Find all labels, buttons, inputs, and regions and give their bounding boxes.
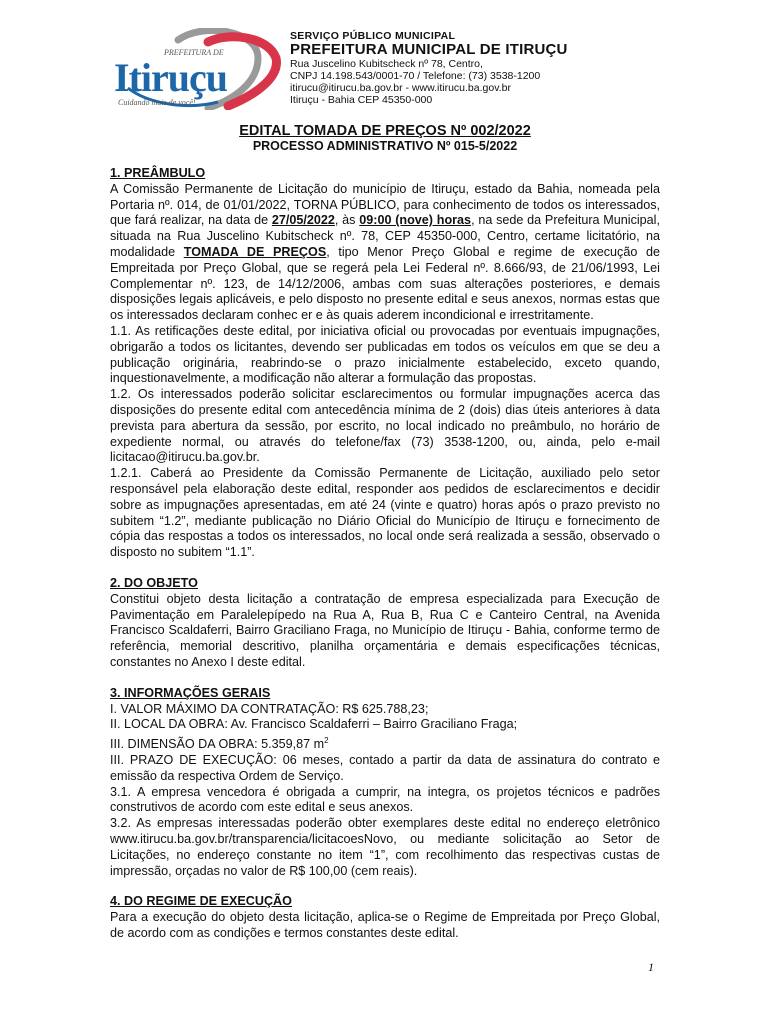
session-time: 09:00 (nove) horas — [359, 213, 472, 228]
email-site-line: itirucu@itirucu.ba.gov.br - www.itirucu.ba.gov.br — [290, 82, 511, 94]
section-heading: 3. INFORMAÇÕES GERAIS — [110, 685, 271, 700]
service-line: SERVIÇO PÚBLICO MUNICIPAL — [290, 30, 456, 42]
logo-prefix: PREFEITURA DE — [164, 48, 224, 57]
process-number: PROCESSO ADMINISTRATIVO Nº 015-5/2022 — [252, 139, 518, 153]
bid-modality: TOMADA DE PREÇOS — [183, 244, 327, 259]
info-deadline: III. PRAZO DE EXECUÇÃO: 06 meses, contado a partir da data de assinatura do contrato e emissão da respectiva Ordem de Serviço. — [110, 753, 660, 783]
document-title: EDITAL TOMADA DE PREÇOS Nº 002/2022 — [239, 123, 531, 139]
regime-paragraph: Para a execução do objeto desta licitação, aplica-se o Regime de Empreitada por Preço Global, de acordo com as condições e termos constantes deste edital. — [110, 910, 660, 941]
page-number: 1 — [648, 960, 654, 974]
section-heading: 4. DO REGIME DE EXECUÇÃO — [110, 894, 292, 909]
letterhead-text — [290, 30, 670, 106]
paragraph-3-2: 3.2. As empresas interessadas poderão obter exemplares deste edital no endereço eletrônico www.itirucu.ba.gov.br/transparencia/licitacoesNovo, ou mediante solicitação ao Setor de Licitações, no endereço constante no item “1”, com recolhimento das respectivas custas de impressão, orçadas no valor de R$ 100,00 (cem reais). — [110, 816, 660, 878]
paragraph-3-1: 3.1. A empresa vencedora é obrigada a cumprir, na integra, os projetos técnicos e padrões construtivos de acordo com este edital e seus anexos. — [110, 784, 660, 815]
info-location: II. LOCAL DA OBRA: Av. Francisco Scaldaferri – Bairro Graciliano Fraga; — [110, 717, 518, 732]
city-cep-line: Itiruçu - Bahia CEP 45350-000 — [290, 94, 433, 106]
municipal-logo — [108, 28, 284, 110]
paragraph-1-2: 1.2. Os interessados poderão solicitar esclarecimentos ou formular impugnações acerca das disposições do presente edital com antecedência mínima de 2 (dois) dias úteis anteriores à data prevista para abertura da sessão, por escrito, no local indicado no preâmbulo, no horário de expediente normal, ou através do telefone/fax (73) 3538-1200, ou, ainda, pelo e-mail licitacao@itirucu.ba.gov.br. — [110, 387, 660, 465]
logo-slogan: Cuidando mais de você! — [118, 98, 196, 107]
section-heading: 2. DO OBJETO — [110, 575, 198, 590]
paragraph-1-1: 1.1. As retificações deste edital, por iniciativa oficial ou provocadas por eventuais impugnações, obrigarão a todos os licitantes, devendo ser publicadas em todos os veículos em que se deu a publicação originária, reabrindo-se o prazo inicialmente estabelecido, exceto quando, inquestionavelmente, a modificação não alterar a formulação das propostas. — [110, 323, 660, 386]
section-heading: 1. PREÂMBULO — [110, 166, 206, 180]
object-paragraph: Constitui objeto desta licitação a contratação de empresa especializada para Execução de Pavimentação em Paralelepípedo na Rua A, Rua B, Rua C e Canteiro Central, na Avenida Francisco Scaldaferri, Bairro Graciliano Fraga, no Município de Itiruçu - Bahia, conforme termo de referência, memorial descritivo, planilha orçamentária e demais especificações técnicas, constantes no Anexo I deste edital. — [110, 591, 660, 669]
paragraph-1-2-1: 1.2.1. Caberá ao Presidente da Comissão Permanente de Licitação, auxiliado pelo setor responsável pela elaboração deste edital, responder aos pedidos de esclarecimentos e decidir sobre as impugnações apresentadas, em até 24 (vinte e quatro) horas após o prazo previsto no subitem “1.2”, mediante publicação no Diário Oficial do Município de Itiruçu e fornecimento de cópia das respostas a todos os interessados, no local onde será realizada a sessão, observado o disposto no subitem “1.1”. — [110, 466, 660, 560]
prefecture-name: PREFEITURA MUNICIPAL DE ITIRUÇU — [290, 41, 568, 58]
logo-town-name: Itiruçu — [114, 55, 227, 100]
cnpj-phone-line: CNPJ 14.198.543/0001-70 / Telefone: (73) 3538-1200 — [290, 70, 541, 82]
preamble-paragraph: A Comissão Permanente de Licitação do município de Itiruçu, estado da Bahia, nomeada pela Portaria nº. 014, de 01/01/2022, TORNA PÚBLICO, para conhecimento de todos os interessados, que fará realizar, na data de 27/05/2022, às 09:00 (nove) horas, na sede da Prefeitura Municipal, situada na Rua Juscelino Kubitscheck nº. 78, CEP 45350-000, Centro, certame licitatório, na modalidade TOMADA DE PREÇOS, tipo Menor Preço Global e regime de execução de Empreitada por Preço Global, que se regerá pela Lei Federal nº. 8.666/93, de 21/06/1993, Lei Complementar nº. 123, de 14/12/2006, ambas com suas alterações posteriores, e demais disposições legais aplicáveis, e pelo disposto no presente edital e seus anexos, normas estas que os interessados declaram conhec er e às quais aderem incondicional e irrestritamente. — [110, 181, 660, 323]
session-date: 27/05/2022 — [271, 213, 335, 228]
letterhead — [108, 28, 668, 110]
address-line: Rua Juscelino Kubitscheck nº 78, Centro, — [290, 58, 483, 70]
info-dimension: III. DIMENSÃO DA OBRA: 5.359,87 $m^2$ — [110, 736, 329, 752]
document-body — [110, 166, 660, 942]
info-max-value: I. VALOR MÁXIMO DA CONTRATAÇÃO: R$ 625.788,23; — [110, 701, 429, 716]
